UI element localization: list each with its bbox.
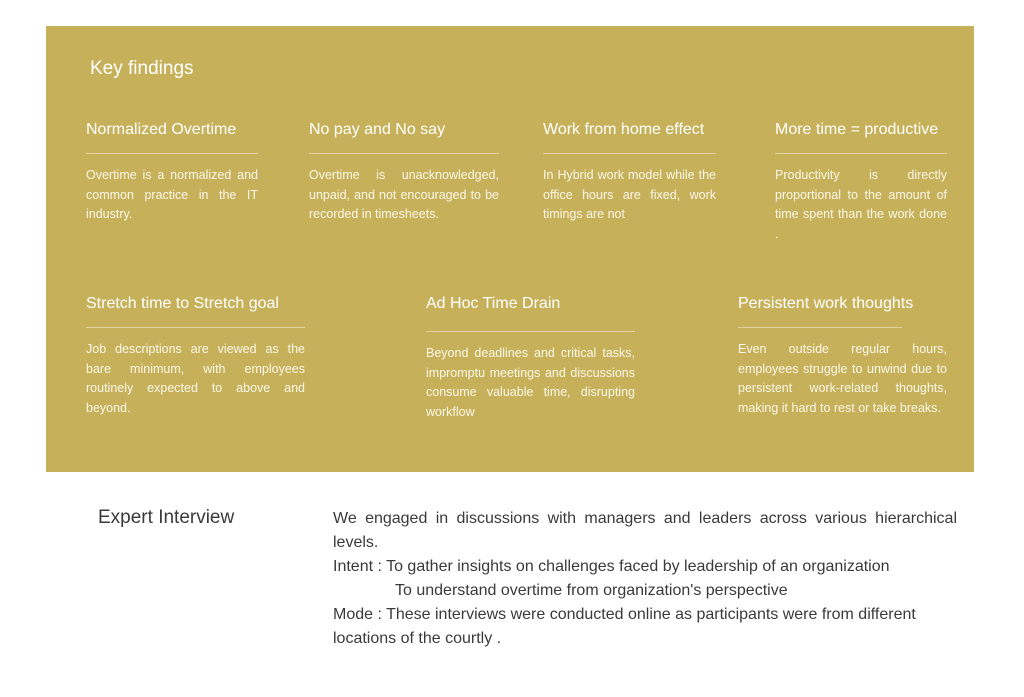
finding-divider (426, 331, 635, 332)
finding-title: More time = productive (775, 121, 939, 138)
finding-text: In Hybrid work model while the office hours are fixed, work timings are not (543, 168, 716, 221)
finding-divider (775, 153, 947, 154)
intent-line-2: To understand overtime from organization's perspective (395, 582, 788, 599)
finding-title: Work from home effect (543, 121, 705, 138)
finding-text: Job descriptions are viewed as the bare minimum, with employees routinely expected to above and beyond. (86, 342, 305, 415)
finding-text: Overtime is unacknowledged, unpaid, and not encouraged to be recorded in timesheets. (309, 168, 499, 221)
finding-text: Overtime is a normalized and common practice in the IT industry. (86, 168, 258, 221)
finding-ad-hoc-time-drain (426, 295, 635, 422)
finding-text: Even outside regular hours, employees struggle to unwind due to persistent work-related thoughts, making it hard to rest or take breaks. (738, 342, 947, 415)
finding-normalized-overtime (86, 121, 258, 225)
finding-title: Stretch time to Stretch goal (86, 295, 279, 312)
finding-divider (86, 327, 305, 328)
finding-title: No pay and No say (309, 121, 446, 138)
expert-interview-heading: Expert Interview (98, 507, 235, 528)
finding-persistent-work-thoughts (738, 295, 947, 418)
finding-text: Beyond deadlines and critical tasks, impromptu meetings and discussions consume valuable time, disrupting workflow (426, 346, 635, 419)
intent-line-1: Intent : To gather insights on challenges faced by leadership of an organization (333, 558, 890, 575)
finding-divider (543, 153, 716, 154)
finding-title: Ad Hoc Time Drain (426, 295, 561, 312)
finding-work-from-home-effect (543, 121, 716, 225)
key-findings-title: Key findings (90, 58, 194, 79)
expert-interview-content (333, 507, 957, 651)
finding-divider (86, 153, 258, 154)
finding-divider (738, 327, 902, 328)
key-findings-panel (46, 26, 974, 472)
finding-more-time-productive (775, 121, 947, 244)
finding-no-pay-no-say (309, 121, 499, 225)
finding-title: Persistent work thoughts (738, 295, 914, 312)
finding-stretch-time (86, 295, 305, 418)
expert-interview-description: We engaged in discussions with managers and leaders across various hierarchical levels. (333, 510, 957, 551)
mode-text: Mode : These interviews were conducted online as participants were from different locations of the courtly . (333, 606, 916, 647)
finding-title: Normalized Overtime (86, 121, 237, 138)
finding-divider (309, 153, 499, 154)
finding-text: Productivity is directly proportional to the amount of time spent than the work done . (775, 168, 947, 241)
